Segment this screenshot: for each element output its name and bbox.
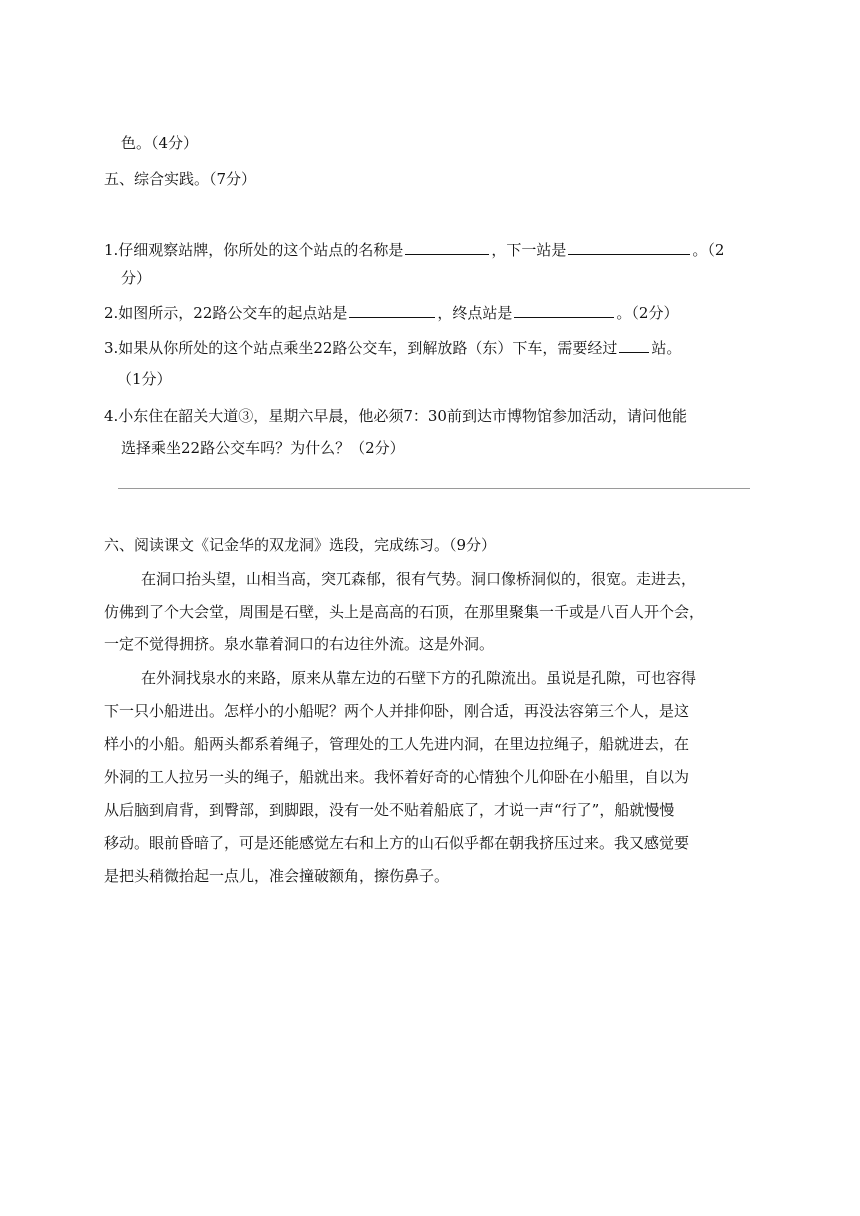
section-6-heading: 六、阅读课文《记金华的双龙洞》选段，完成练习。（9分） (104, 536, 497, 554)
passage-line: 在洞口抬头望，山相当高，突兀森郁，很有气势。洞口像桥洞似的，很宽。走进去， (141, 570, 697, 588)
answer-blank-stop-count[interactable] (619, 336, 649, 353)
passage-line: 从后脑到肩背，到臀部，到脚跟，没有一处不贴着船底了，才说一声“行了”，船就慢慢 (104, 801, 675, 819)
passage-line: 一定不觉得拥挤。泉水靠着洞口的右边往外流。这是外洞。 (104, 635, 495, 653)
question-3-cont: （1分） (117, 370, 172, 388)
question-2: 2.如图所示，22路公交车的起点站是 ，终点站是 。（2分） (104, 301, 678, 324)
question-4: 4.小东住在韶关大道③，星期六早晨，他必须7：30前到达市博物馆参加活动，请问他能 (104, 407, 687, 425)
answer-blank-station-name[interactable] (405, 238, 489, 255)
answer-blank-start-station[interactable] (349, 301, 435, 318)
question-4-cont: 选择乘坐22路公交车吗？为什么？（2分） (121, 439, 405, 457)
section-5-heading: 五、综合实践。（7分） (104, 170, 257, 188)
passage-line: 移动。眼前昏暗了，可是还能感觉左右和上方的山石似乎都在朝我挤压过来。我又感觉要 (104, 834, 690, 852)
question-1-cont: 分） (121, 269, 152, 287)
answer-line[interactable] (118, 488, 750, 489)
passage-line: 仿佛到了个大会堂，周围是石壁，头上是高高的石顶，在那里聚集一千或是八百人开个会， (104, 603, 705, 621)
passage-line: 在外洞找泉水的来路，原来从靠左边的石壁下方的孔隙流出。虽说是孔隙，可也容得 (141, 669, 697, 687)
continued-line: 色。（4分） (121, 134, 199, 152)
question-1: 1.仔细观察站牌，你所处的这个站点的名称是 ，下一站是 。（2 (104, 238, 724, 261)
answer-blank-next-station[interactable] (568, 238, 690, 255)
passage-line: 样小的小船。船两头都系着绳子，管理处的工人先进内洞，在里边拉绳子，船就进去，在 (104, 735, 690, 753)
answer-blank-end-station[interactable] (514, 301, 614, 318)
passage-line: 下一只小船进出。怎样小的小船呢？两个人并排仰卧，刚合适，再没法容第三个人，是这 (104, 702, 690, 720)
passage-line: 是把头稍微抬起一点儿，准会撞破额角，擦伤鼻子。 (104, 867, 450, 885)
question-3: 3.如果从你所处的这个站点乘坐22路公交车，到解放路（东）下车，需要经过 站。 (104, 336, 681, 359)
passage-line: 外洞的工人拉另一头的绳子，船就出来。我怀着好奇的心情独个儿仰卧在小船里，自以为 (104, 768, 690, 786)
